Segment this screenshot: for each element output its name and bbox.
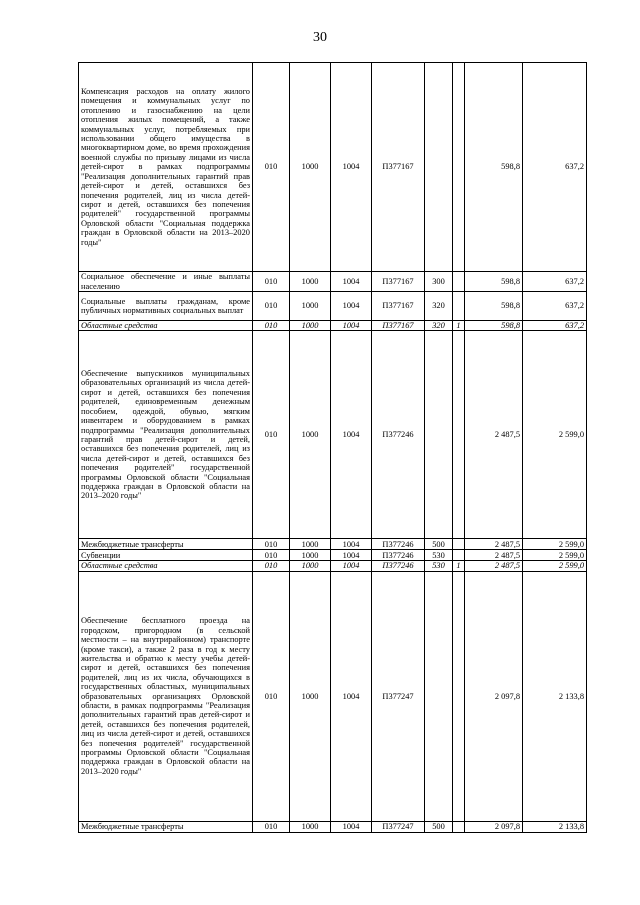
cell-amount-2: 637,2 (523, 272, 587, 292)
cell-section: 1000 (290, 561, 331, 571)
cell-description: Компенсация расходов на оплату жилого помещения и коммунальных услуг по отоплению и газоснабжению на цели отопления жилых помещений, а также коммунальных услуг, потребляемых при использовании общего имущества в многоквартирном доме, во время прохождения военной службы по призыву лицами из числа детей-сирот в рамках подпрограммы "Реализация дополнительных гарантий прав детей-сирот и детей, оставшихся без попечения родителей, лиц из числа детей-сирот и детей, оставшихся без попечения родителей" государственной программы Орловской области "Социальная поддержка граждан в Орловской области на 2013–2020 годы" (79, 63, 253, 272)
cell-target: П377167 (372, 292, 425, 321)
cell-expense-type: 300 (425, 272, 453, 292)
cell-expense-type: 320 (425, 321, 453, 331)
cell-expense-type: 500 (425, 821, 453, 832)
cell-subsection: 1004 (331, 63, 372, 272)
cell-target: П377246 (372, 331, 425, 539)
cell-expense-type (425, 331, 453, 539)
cell-expense-type: 500 (425, 539, 453, 550)
cell-amount-2: 2 133,8 (523, 571, 587, 821)
table-row (79, 331, 587, 539)
cell-amount-2: 2 599,0 (523, 561, 587, 571)
cell-description: Субвенции (79, 550, 253, 561)
table-row (79, 561, 587, 571)
table-row (79, 321, 587, 331)
cell-source: 1 (453, 321, 465, 331)
cell-target: П377247 (372, 821, 425, 832)
cell-source (453, 821, 465, 832)
cell-amount-1: 2 097,8 (465, 821, 523, 832)
cell-subsection: 1004 (331, 539, 372, 550)
cell-description: Межбюджетные трансферты (79, 821, 253, 832)
cell-amount-1: 598,8 (465, 292, 523, 321)
cell-subsection: 1004 (331, 571, 372, 821)
cell-amount-1: 598,8 (465, 63, 523, 272)
cell-expense-type: 320 (425, 292, 453, 321)
cell-amount-1: 598,8 (465, 321, 523, 331)
cell-amount-2: 2 133,8 (523, 821, 587, 832)
cell-section: 1000 (290, 292, 331, 321)
cell-description: Социальное обеспечение и иные выплаты населению (79, 272, 253, 292)
cell-ministry: 010 (253, 272, 290, 292)
cell-ministry: 010 (253, 539, 290, 550)
cell-description: Межбюджетные трансферты (79, 539, 253, 550)
cell-ministry: 010 (253, 321, 290, 331)
cell-amount-2: 637,2 (523, 321, 587, 331)
cell-ministry: 010 (253, 561, 290, 571)
cell-expense-type: 530 (425, 561, 453, 571)
table-row (79, 272, 587, 292)
table-row (79, 821, 587, 832)
cell-subsection: 1004 (331, 292, 372, 321)
cell-ministry: 010 (253, 571, 290, 821)
cell-description: Обеспечение бесплатного проезда на городском, пригородном (в сельской местности – на внутрирайонном) транспорте (кроме такси), а также 2 раза в год к месту жительства и обратно к месту учебы детей-сирот и детей, оставшихся без попечения родителей, лиц из их числа, обучающихся в государственных областных, муниципальных образовательных организациях Орловской области, в рамках подпрограммы "Реализация дополнительных гарантий прав детей-сирот и детей, оставшихся без попечения родителей, лиц из числа детей-сирот и детей, оставшихся без попечения родителей" государственной программы Орловской области "Социальная поддержка граждан в Орловской области на 2013–2020 годы" (79, 571, 253, 821)
cell-ministry: 010 (253, 292, 290, 321)
cell-ministry: 010 (253, 63, 290, 272)
cell-expense-type (425, 63, 453, 272)
table-row (79, 63, 587, 272)
cell-source (453, 292, 465, 321)
cell-subsection: 1004 (331, 331, 372, 539)
cell-source (453, 272, 465, 292)
table-row (79, 550, 587, 561)
budget-table (78, 62, 587, 833)
cell-amount-1: 598,8 (465, 272, 523, 292)
cell-subsection: 1004 (331, 272, 372, 292)
cell-subsection: 1004 (331, 550, 372, 561)
cell-subsection: 1004 (331, 821, 372, 832)
table-row (79, 571, 587, 821)
cell-target: П377247 (372, 571, 425, 821)
cell-description: Обеспечение выпускников муниципальных образовательных организаций из числа детей-сирот и детей, оставшихся без попечения родителей, единовременным денежным пособием, одеждой, обувью, мягким инвентарем и оборудованием в рамках подпрограммы "Реализация дополнительных гарантий прав детей-сирот и детей, оставшихся без попечения родителей, лиц из числа детей-сирот и детей, оставшихся без попечения родителей" государственной программы Орловской области "Социальная поддержка граждан в Орловской области на 2013–2020 годы" (79, 331, 253, 539)
cell-amount-2: 637,2 (523, 292, 587, 321)
cell-expense-type: 530 (425, 550, 453, 561)
cell-target: П377167 (372, 272, 425, 292)
table-row (79, 539, 587, 550)
cell-source (453, 539, 465, 550)
cell-amount-1: 2 097,8 (465, 571, 523, 821)
cell-ministry: 010 (253, 331, 290, 539)
cell-section: 1000 (290, 331, 331, 539)
cell-source: 1 (453, 561, 465, 571)
cell-section: 1000 (290, 539, 331, 550)
page-number: 30 (313, 30, 327, 45)
cell-amount-1: 2 487,5 (465, 561, 523, 571)
cell-subsection: 1004 (331, 321, 372, 331)
cell-section: 1000 (290, 550, 331, 561)
cell-section: 1000 (290, 272, 331, 292)
cell-description: Областные средства (79, 321, 253, 331)
cell-target: П377246 (372, 561, 425, 571)
cell-target: П377167 (372, 321, 425, 331)
cell-target: П377246 (372, 550, 425, 561)
cell-section: 1000 (290, 321, 331, 331)
cell-section: 1000 (290, 821, 331, 832)
cell-source (453, 571, 465, 821)
cell-subsection: 1004 (331, 561, 372, 571)
cell-ministry: 010 (253, 821, 290, 832)
cell-target: П377246 (372, 539, 425, 550)
cell-target: П377167 (372, 63, 425, 272)
cell-amount-2: 637,2 (523, 63, 587, 272)
cell-amount-2: 2 599,0 (523, 331, 587, 539)
cell-expense-type (425, 571, 453, 821)
cell-amount-1: 2 487,5 (465, 331, 523, 539)
cell-ministry: 010 (253, 550, 290, 561)
cell-source (453, 63, 465, 272)
cell-section: 1000 (290, 571, 331, 821)
cell-description: Социальные выплаты гражданам, кроме публичных нормативных социальных выплат (79, 292, 253, 321)
cell-source (453, 331, 465, 539)
cell-amount-1: 2 487,5 (465, 550, 523, 561)
cell-amount-2: 2 599,0 (523, 539, 587, 550)
cell-amount-1: 2 487,5 (465, 539, 523, 550)
table-row (79, 292, 587, 321)
cell-description: Областные средства (79, 561, 253, 571)
cell-amount-2: 2 599,0 (523, 550, 587, 561)
cell-section: 1000 (290, 63, 331, 272)
cell-source (453, 550, 465, 561)
